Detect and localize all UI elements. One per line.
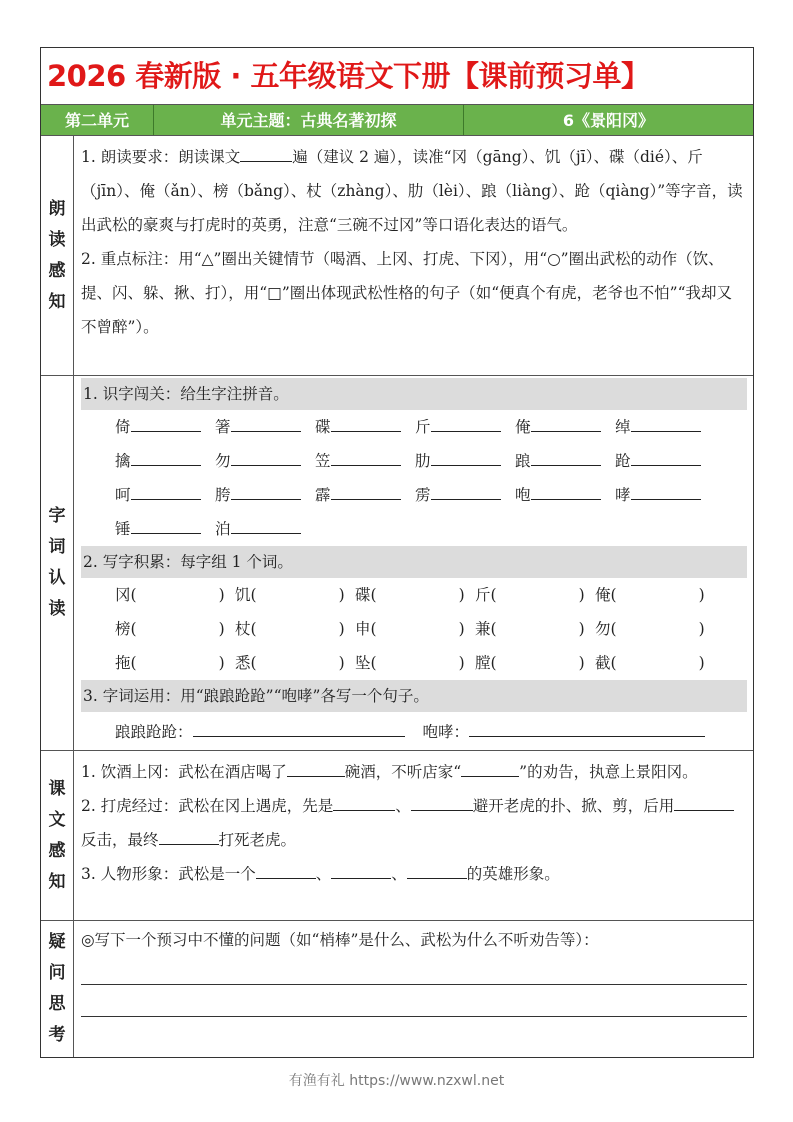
word-cell [595, 646, 715, 680]
word-row [115, 646, 747, 680]
word-grid [81, 578, 747, 680]
paren-open: ( [610, 654, 617, 672]
text: 打死老虎。 [218, 831, 297, 849]
char-cell [415, 410, 515, 444]
character: 咆 [515, 486, 531, 504]
question-prompt: ◎写下一个预习中不懂的问题（如“梢棒”是什么、武松为什么不听劝告等）： [81, 931, 599, 949]
paren-close: ) [458, 620, 465, 638]
pinyin-blank[interactable] [131, 480, 201, 500]
label-char: 认 [48, 568, 66, 588]
character: 勿 [215, 452, 231, 470]
pinyin-blank[interactable] [331, 480, 401, 500]
paren-close: ) [338, 620, 345, 638]
character: 勿 [595, 620, 611, 638]
character: 霹 [315, 486, 331, 504]
paren-close: ) [578, 620, 585, 638]
pinyin-grid [81, 410, 747, 546]
section-questions [41, 921, 753, 1057]
label-char: 知 [48, 871, 66, 892]
character: 擒 [115, 452, 131, 470]
word-row [115, 578, 747, 612]
paren-close: ) [698, 586, 705, 604]
paren-close: ) [218, 620, 225, 638]
character: 踉 [515, 452, 531, 470]
word-cell [115, 646, 235, 680]
section-label [41, 376, 74, 750]
word-cell [595, 612, 715, 646]
character: 杖 [235, 620, 251, 638]
item-character [81, 857, 747, 891]
paren-close: ) [338, 586, 345, 604]
character: 申 [355, 620, 371, 638]
character: 斤 [415, 418, 431, 436]
word-cell [355, 612, 475, 646]
paren-close: ) [218, 586, 225, 604]
pinyin-blank[interactable] [131, 514, 201, 534]
character: 箸 [215, 418, 231, 436]
char-cell [615, 444, 715, 478]
pinyin-blank[interactable] [431, 480, 501, 500]
pinyin-blank[interactable] [631, 446, 701, 466]
word-cell [355, 646, 475, 680]
pinyin-blank[interactable] [631, 480, 701, 500]
pinyin-blank[interactable] [431, 446, 501, 466]
character: 跄 [615, 452, 631, 470]
paren-open: ( [490, 586, 497, 604]
paren-open: ( [130, 654, 137, 672]
word-cell [475, 578, 595, 612]
character: 坠 [355, 654, 371, 672]
char-cell [215, 478, 315, 512]
char-cell [215, 512, 315, 546]
char-cell [315, 444, 415, 478]
word-blank[interactable] [257, 646, 339, 680]
label-char: 感 [48, 840, 66, 861]
pinyin-blank[interactable] [331, 412, 401, 432]
character: 俺 [595, 586, 611, 604]
text: 的英雄形象。 [466, 865, 560, 883]
sentence-blank[interactable] [469, 717, 705, 737]
paren-open: ( [370, 654, 377, 672]
word-cell [115, 578, 235, 612]
section-reading [41, 136, 753, 376]
character: 冈 [115, 586, 131, 604]
item-drinking [81, 755, 747, 789]
paren-open: ( [130, 586, 137, 604]
pinyin-blank[interactable] [531, 446, 601, 466]
text: 、 [395, 797, 411, 815]
char-row [115, 512, 747, 546]
marking-requirement: 2. 重点标注：用“△”圈出关键情节（喝酒、上冈、打虎、下冈），用“○”圈出武松的动作（饮、提、闪、躲、揪、打），用“□”圈出体现武松性格的句子（如“便真个有虎，老爷也不怕”“我却又不曾醉”）。 [81, 250, 733, 336]
word-blank[interactable] [257, 612, 339, 646]
lesson-title: 6《景阳冈》 [562, 111, 655, 130]
reading-requirement [81, 140, 747, 242]
answer-line[interactable] [81, 985, 747, 1017]
header-bar [41, 105, 753, 136]
text: 避开老虎的扑、掀、剪，后用 [472, 797, 675, 815]
label-char: 词 [48, 537, 66, 557]
label-char: 感 [48, 260, 66, 281]
word-blank[interactable] [617, 646, 699, 680]
paren-close: ) [578, 586, 585, 604]
section-label [41, 921, 74, 1057]
worksheet [40, 47, 754, 1058]
word-row [115, 612, 747, 646]
pinyin-blank[interactable] [531, 480, 601, 500]
word-cell [235, 646, 355, 680]
blank-field[interactable] [287, 757, 345, 777]
pinyin-blank[interactable] [231, 412, 301, 432]
word-cell [595, 578, 715, 612]
char-row [115, 410, 747, 444]
prompt: 咆哮： [422, 723, 470, 741]
blank-field[interactable] [333, 791, 395, 811]
label-char: 读 [48, 229, 66, 250]
section-label [41, 136, 74, 375]
word-cell [115, 612, 235, 646]
blank-field[interactable] [256, 859, 316, 879]
character: 斤 [475, 586, 491, 604]
label-char: 考 [48, 1025, 66, 1045]
character: 兼 [475, 620, 491, 638]
pinyin-blank[interactable] [131, 446, 201, 466]
blank-field[interactable] [674, 791, 734, 811]
paren-open: ( [610, 620, 617, 638]
label-char: 思 [48, 994, 66, 1014]
blank-field[interactable] [411, 791, 473, 811]
page-title: 2026 春新版 · 五年级语文下册【课前预习单】 [41, 48, 753, 105]
char-cell [415, 444, 515, 478]
character: 碟 [315, 418, 331, 436]
char-cell [315, 478, 415, 512]
character: 悉 [235, 654, 251, 672]
word-cell [475, 646, 595, 680]
question-heading: 2. 写字积累：每字组 1 个词。 [81, 546, 747, 578]
paren-open: ( [250, 654, 257, 672]
paren-open: ( [610, 586, 617, 604]
word-blank[interactable] [137, 646, 219, 680]
section-label [41, 751, 74, 920]
character: 俺 [515, 418, 531, 436]
word-blank[interactable] [377, 578, 459, 612]
paren-close: ) [698, 620, 705, 638]
character: 泊 [215, 520, 231, 538]
char-cell [215, 410, 315, 444]
text: 1. 朗读要求：朗读课文 [81, 148, 241, 166]
char-cell [115, 444, 215, 478]
character: 饥 [235, 586, 251, 604]
word-blank[interactable] [497, 646, 579, 680]
text: 反击，最终 [81, 831, 159, 849]
character: 倚 [115, 418, 131, 436]
pinyin-blank[interactable] [231, 446, 301, 466]
pinyin-blank[interactable] [231, 480, 301, 500]
char-cell [615, 410, 715, 444]
pinyin-blank[interactable] [131, 412, 201, 432]
unit-label: 第二单元 [41, 105, 154, 135]
char-cell [615, 478, 715, 512]
pinyin-blank[interactable] [431, 412, 501, 432]
text: 碗酒，不听店家“ [344, 763, 462, 781]
paren-close: ) [458, 654, 465, 672]
word-blank[interactable] [497, 578, 579, 612]
character: 拖 [115, 654, 131, 672]
label-char: 文 [48, 809, 66, 830]
answer-line[interactable] [81, 957, 747, 985]
paren-close: ) [338, 654, 345, 672]
section-text [41, 751, 753, 921]
paren-open: ( [250, 586, 257, 604]
footer-watermark: 有渔有礼 https://www.nzxwl.net [288, 1073, 505, 1089]
label-char: 疑 [48, 932, 66, 952]
char-cell [515, 478, 615, 512]
word-blank[interactable] [137, 578, 219, 612]
label-char: 课 [48, 778, 66, 799]
word-blank[interactable] [377, 646, 459, 680]
question-heading: 1. 识字闯关：给生字注拼音。 [81, 378, 747, 410]
char-cell [415, 478, 515, 512]
char-cell [515, 410, 615, 444]
character: 截 [595, 654, 611, 672]
section-words [41, 376, 753, 751]
paren-close: ) [458, 586, 465, 604]
character: 笠 [315, 452, 331, 470]
word-blank[interactable] [377, 612, 459, 646]
character: 呵 [115, 486, 131, 504]
paren-open: ( [490, 620, 497, 638]
character: 哮 [615, 486, 631, 504]
item-fight [81, 789, 747, 857]
paren-open: ( [490, 654, 497, 672]
label-char: 问 [48, 963, 66, 983]
word-cell [235, 612, 355, 646]
word-blank[interactable] [617, 578, 699, 612]
label-char: 知 [48, 291, 66, 312]
character: 榜 [115, 620, 131, 638]
char-row [115, 444, 747, 478]
paren-open: ( [370, 586, 377, 604]
word-cell [355, 578, 475, 612]
paren-open: ( [370, 620, 377, 638]
pinyin-blank[interactable] [631, 412, 701, 432]
text: 、 [315, 865, 332, 883]
character: 绰 [615, 418, 631, 436]
word-blank[interactable] [137, 612, 219, 646]
word-cell [475, 612, 595, 646]
word-blank[interactable] [497, 612, 579, 646]
text: 1. 饮酒上冈：武松在酒店喝了 [81, 763, 287, 781]
word-blank[interactable] [257, 578, 339, 612]
char-row [115, 478, 747, 512]
blank-field[interactable] [159, 825, 219, 845]
question-heading: 3. 字词运用：用“踉踉跄跄”“咆哮”各写一个句子。 [81, 680, 747, 712]
sentence-row [81, 712, 747, 750]
char-cell [115, 512, 215, 546]
text: 、 [391, 865, 407, 883]
blank-field[interactable] [331, 859, 391, 879]
blank-field[interactable] [240, 142, 292, 162]
text: 2. 打虎经过：武松在冈上遇虎，先是 [81, 797, 334, 815]
label-char: 朗 [48, 198, 66, 219]
char-cell [215, 444, 315, 478]
label-char: 读 [48, 599, 66, 619]
word-blank[interactable] [617, 612, 699, 646]
text: 3. 人物形象：武松是一个 [81, 865, 256, 883]
character: 雳 [415, 486, 431, 504]
character: 胯 [215, 486, 231, 504]
text: 遍（建议 2 遍），读准“冈（gāng）、饥（jī）、碟（dié）、斤（jīn）、俺（ǎn）、榜（bǎng）、杖（zhàng）、肋（lèi）、踉（liàng）、跄（qiàng）”等字音，读出武松的豪爽与打虎时的英勇，注意“三碗不过冈”等口语化表达的语气。 [81, 148, 743, 234]
paren-close: ) [698, 654, 705, 672]
pinyin-blank[interactable] [331, 446, 401, 466]
char-cell [115, 410, 215, 444]
paren-open: ( [130, 620, 137, 638]
pinyin-blank[interactable] [231, 514, 301, 534]
character: 膛 [475, 654, 491, 672]
word-cell [235, 578, 355, 612]
character: 碟 [355, 586, 371, 604]
label-char: 字 [48, 506, 66, 526]
paren-close: ) [578, 654, 585, 672]
paren-open: ( [250, 620, 257, 638]
char-cell [515, 444, 615, 478]
sentence-blank[interactable] [193, 717, 405, 737]
char-cell [115, 478, 215, 512]
blank-field[interactable] [407, 859, 467, 879]
text: ”的劝告，执意上景阳冈。 [519, 763, 698, 781]
prompt: 踉踉跄跄： [115, 723, 193, 741]
character: 锤 [115, 520, 131, 538]
unit-theme: 单元主题：古典名著初探 [154, 105, 464, 135]
character: 肋 [415, 452, 431, 470]
char-cell [315, 410, 415, 444]
paren-close: ) [218, 654, 225, 672]
pinyin-blank[interactable] [531, 412, 601, 432]
blank-field[interactable] [461, 757, 519, 777]
